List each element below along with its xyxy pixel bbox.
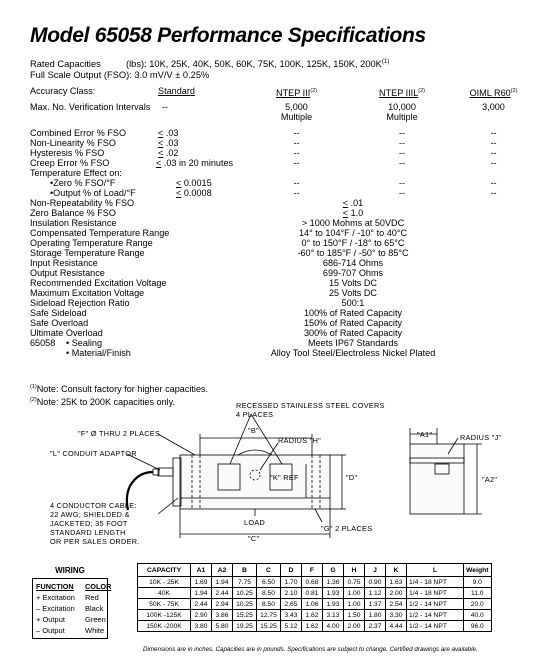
span-label: Insulation Resistance	[30, 218, 117, 228]
temp-output-standard	[176, 188, 212, 198]
dimensions-table	[137, 563, 492, 632]
wiring-row	[36, 614, 104, 625]
wiring-color: Red	[85, 593, 99, 602]
dimension-cell: 10.25	[233, 588, 257, 599]
temp-output-value: 0.0008	[181, 188, 212, 198]
header-weight: Weight	[464, 564, 492, 577]
le-symbol: <	[342, 198, 349, 208]
dimension-cell: 9.0	[464, 577, 492, 588]
dimension-cell: 2.65	[281, 599, 302, 610]
dimension-cell: 10.25	[233, 599, 257, 610]
span-label: Operating Temperature Range	[30, 238, 153, 248]
header-c: C	[257, 564, 281, 577]
spec-ntep3: --	[293, 148, 300, 158]
header-h: H	[344, 564, 365, 577]
dimensions-header-row	[138, 564, 492, 577]
accuracy-class-label: Accuracy Class:	[30, 86, 96, 96]
footnote-1	[30, 382, 208, 395]
ntep3-value: 5,000	[285, 102, 308, 112]
oiml-text: OIML R60	[469, 88, 511, 99]
load-cell-body	[180, 455, 330, 509]
span-row	[30, 258, 540, 268]
dimension-cell: 4.44	[386, 621, 407, 632]
header-capacity: CAPACITY	[138, 564, 191, 577]
dimension-cell: 1.94	[212, 577, 233, 588]
span-label: Output Resistance	[30, 268, 105, 278]
temp-zero-label: •Zero % FSO/°F	[50, 178, 116, 188]
header-a2: A2	[212, 564, 233, 577]
dimension-cell: 96.0	[464, 621, 492, 632]
rated-capacities	[30, 59, 389, 69]
span-value: 14° to 104°F / -10° to 40°C	[298, 228, 408, 238]
g-places-label: "G" 2 PLACES	[321, 524, 373, 533]
spec-ntep3l: --	[398, 128, 406, 138]
temp-output-oiml: --	[490, 188, 497, 198]
d-label: "D"	[346, 473, 358, 482]
dimension-cell: 8.50	[257, 588, 281, 599]
oiml-mark: (2)	[510, 88, 518, 94]
span-label: Non-Repeatability % FSO	[30, 198, 135, 208]
dimension-cell: 1.80	[365, 610, 386, 621]
le-symbol: <	[176, 188, 182, 198]
span-label: Compensated Temperature Range	[30, 228, 170, 238]
span-label: Recommended Excitation Voltage	[30, 278, 167, 288]
le-symbol: <	[342, 208, 349, 218]
max-intervals-ntep3l	[372, 102, 432, 122]
dimension-cell: 0.90	[365, 577, 386, 588]
page-title: Model 65058 Performance Specifications	[30, 24, 426, 47]
temp-output-label: •Output % of Load/°F	[50, 188, 136, 198]
wiring-color: Black	[85, 604, 104, 613]
dimension-cell: 1.94	[191, 588, 212, 599]
four-places-label: 4 PLACES	[236, 410, 274, 419]
spec-row	[30, 128, 540, 138]
fso-label: Full Scale Output	[30, 70, 102, 80]
dimension-cell: 40K	[138, 588, 191, 599]
dimension-cell: 1.70	[281, 577, 302, 588]
spec-row	[30, 158, 540, 168]
ntep3-sub: Multiple	[280, 112, 313, 122]
sealing-row	[30, 338, 540, 348]
c-label: "C"	[248, 534, 260, 543]
span-label: Zero Balance % FSO	[30, 208, 116, 218]
rated-capacities-unit: (lbs):	[126, 59, 147, 70]
note-mark: (1)	[381, 59, 390, 65]
fso-abbr: (FSO):	[103, 70, 132, 80]
temp-effect-label: Temperature Effect on:	[30, 168, 122, 178]
dimension-cell: 1/4 - 18 NPT	[407, 577, 464, 588]
span-row	[30, 228, 540, 238]
footnote-text: Note: Consult factory for higher capacities.	[36, 384, 209, 395]
dimensions-row	[138, 599, 492, 610]
temp-zero-standard	[176, 178, 212, 188]
le-symbol: <	[158, 128, 164, 138]
footnote-mark: (1)	[30, 384, 37, 390]
ntep3l-mark: (2)	[418, 88, 425, 94]
span-value: 25 Volts DC	[328, 288, 378, 298]
conduit-adaptor	[158, 468, 173, 476]
dimension-cell: 2.54	[386, 599, 407, 610]
temp-output-ntep3l: --	[398, 188, 406, 198]
dimensions-row	[138, 577, 492, 588]
span-value	[248, 208, 458, 218]
span-label: Storage Temperature Range	[30, 248, 145, 258]
wiring-header-row	[36, 581, 112, 592]
spec-standard-value: .02	[163, 148, 179, 158]
radius-h-label: RADIUS "H"	[278, 436, 322, 445]
dimension-cell: 1.63	[386, 577, 407, 588]
span-value: -60° to 185°F / -50° to 85°C	[297, 248, 409, 258]
spec-oiml: --	[490, 138, 497, 148]
dimension-cell: 19.25	[233, 621, 257, 632]
temp-zero-ntep3: --	[293, 178, 300, 188]
k-ref-label: "K" REF	[270, 473, 299, 482]
dimension-cell: 1.36	[323, 577, 344, 588]
spec-ntep3: --	[293, 138, 300, 148]
dimension-cell: 15.25	[257, 621, 281, 632]
dimension-cell: 20.0	[464, 599, 492, 610]
spec-oiml: --	[490, 158, 497, 168]
dimension-cell: 1.50	[344, 610, 365, 621]
dimension-cell: 2.00	[386, 588, 407, 599]
dimension-cell: 3.43	[281, 610, 302, 621]
dimension-cell: 12.75	[257, 610, 281, 621]
wiring-function: + Output	[36, 615, 65, 624]
max-intervals-ntep3	[268, 102, 325, 122]
cable-line-4: STANDARD LENGTH	[50, 528, 126, 537]
dimension-cell: 4.00	[323, 621, 344, 632]
span-value: 686-714 Ohms	[322, 258, 384, 268]
dimension-cell: 5.80	[212, 621, 233, 632]
spec-table	[30, 86, 540, 358]
full-scale-output	[30, 70, 209, 80]
spec-standard	[158, 148, 178, 158]
cable-line-2: 22 AWG; SHIELDED &	[50, 510, 130, 519]
ntep3l-sub: Multiple	[386, 112, 418, 122]
thru-label: "F" Ø THRU 2 PLACES	[78, 429, 161, 438]
dimension-cell: 0.75	[344, 577, 365, 588]
material-value: Alloy Tool Steel/Electroless Nickel Plated	[270, 348, 436, 358]
le-symbol: <	[176, 178, 182, 188]
dimension-cell: 8.50	[257, 599, 281, 610]
spec-standard-value: .03	[163, 128, 179, 138]
dimension-cell: 5.12	[281, 621, 302, 632]
dimension-cell: 15.25	[233, 610, 257, 621]
span-row	[30, 248, 540, 258]
spec-standard-value: .03	[163, 138, 179, 148]
span-label: Ultimate Overload	[30, 328, 103, 338]
radius-j-label: RADIUS "J"	[460, 433, 502, 442]
wiring-box	[32, 578, 112, 639]
rated-capacities-values: 10K, 25K, 40K, 50K, 60K, 75K, 100K, 125K, 150K, 200K	[149, 59, 382, 70]
rated-capacities-label: Rated Capacities	[30, 59, 101, 70]
wiring-legend	[32, 566, 112, 639]
span-row	[30, 238, 540, 248]
header-g: G	[323, 564, 344, 577]
cable-line-5: OR PER SALES ORDER.	[50, 537, 140, 546]
wiring-function: – Output	[36, 626, 65, 635]
span-row	[30, 278, 540, 288]
span-label: Input Resistance	[30, 258, 98, 268]
dimension-cell: 40.0	[464, 610, 492, 621]
span-label: Sideload Rejection Ratio	[30, 298, 130, 308]
span-value: > 1000 Mohms at 50VDC	[301, 218, 405, 228]
spec-row	[30, 148, 540, 158]
dimension-cell: 2.90	[191, 610, 212, 621]
span-value	[248, 198, 458, 208]
temp-zero-row	[30, 178, 540, 188]
dimension-cell: 1.93	[323, 599, 344, 610]
dimension-cell: 1.00	[344, 588, 365, 599]
span-row	[30, 318, 540, 328]
span-label: Safe Overload	[30, 318, 89, 328]
dimension-cell: 2.94	[212, 599, 233, 610]
dimension-cell: 2.10	[281, 588, 302, 599]
header-j: J	[365, 564, 386, 577]
b-label: "B"	[248, 426, 259, 435]
spec-ntep3l: --	[398, 148, 406, 158]
conduit-label: "L" CONDUIT ADAPTOR	[50, 449, 137, 458]
footnote-mark: (2)	[30, 397, 37, 404]
dimensions-row	[138, 588, 492, 599]
header-l: L	[407, 564, 464, 577]
span-value: 500:1	[341, 298, 365, 308]
span-row	[30, 298, 540, 308]
span-row	[30, 328, 540, 338]
span-row	[30, 218, 540, 228]
material-label: • Material/Finish	[66, 348, 131, 358]
dimension-cell: 7.75	[233, 577, 257, 588]
max-intervals-oiml: 3,000	[482, 102, 505, 112]
a1-label: "A1"	[417, 430, 433, 439]
span-value: 699-707 Ohms	[322, 268, 384, 278]
spec-ntep3: --	[293, 158, 300, 168]
dimension-cell: 1.62	[302, 610, 323, 621]
dimension-cell: 1.69	[191, 577, 212, 588]
dimension-cell: 100K -125K	[138, 610, 191, 621]
spec-standard	[158, 128, 178, 138]
dimension-cell: 150K -200K	[138, 621, 191, 632]
span-label: Safe Sideload	[30, 308, 87, 318]
dimension-cell: 10K - 25K	[138, 577, 191, 588]
wiring-function-header: FUNCTION	[36, 582, 74, 591]
accuracy-standard: Standard	[158, 86, 195, 96]
spec-label: Non-Linearity % FSO	[30, 138, 116, 148]
span-row	[30, 208, 540, 218]
span-value-text: 1.0	[348, 208, 364, 218]
dimension-cell: 1.12	[365, 588, 386, 599]
header-b: B	[233, 564, 257, 577]
spec-oiml: --	[490, 148, 497, 158]
dimension-cell: 3.86	[212, 610, 233, 621]
dimension-cell: 0.68	[302, 577, 323, 588]
span-value: 15 Volts DC	[328, 278, 378, 288]
temp-zero-value: 0.0015	[181, 178, 212, 188]
le-symbol: <	[158, 138, 164, 148]
dimension-cell: 3.13	[323, 610, 344, 621]
dimension-cell: 1.00	[344, 599, 365, 610]
dimensions-row	[138, 621, 492, 632]
temp-effect-row	[30, 168, 540, 178]
dimension-cell: 1.93	[323, 588, 344, 599]
dimension-cell: 1/2 - 14 NPT	[407, 621, 464, 632]
footnote-text: Note: 25K to 200K capacities only.	[36, 397, 176, 408]
le-symbol: <	[158, 148, 164, 158]
spec-oiml: --	[490, 128, 497, 138]
cable-line-3: JACKETED; 35 FOOT	[50, 519, 128, 528]
dimension-cell: 1/4 - 18 NPT	[407, 588, 464, 599]
dimension-cell: 1/2 - 14 NPT	[407, 599, 464, 610]
header-a1: A1	[191, 564, 212, 577]
spec-label: Hysteresis % FSO	[30, 148, 105, 158]
sealing-label: • Sealing	[66, 338, 103, 348]
span-label: Maximum Excitation Voltage	[30, 288, 145, 298]
dimensions-body	[138, 577, 492, 632]
temp-zero-ntep3l: --	[398, 178, 406, 188]
dimension-cell: 0.81	[302, 588, 323, 599]
load-cell-drawing	[30, 398, 540, 558]
a2-label: "A2"	[482, 475, 498, 484]
sealing-value: Meets IP67 Standards	[308, 338, 398, 348]
accuracy-header-row	[30, 86, 540, 99]
spec-ntep3: --	[293, 128, 300, 138]
model-number: 65058	[30, 338, 56, 348]
header-d: D	[281, 564, 302, 577]
spec-standard	[156, 158, 233, 168]
spec-label: Creep Error % FSO	[30, 158, 110, 168]
ntep3-text: NTEP III	[276, 88, 311, 99]
spec-ntep3l: --	[398, 138, 406, 148]
spec-row	[30, 138, 540, 148]
temp-output-row	[30, 188, 540, 198]
span-value: 300% of Rated Capacity	[303, 328, 403, 338]
wiring-row	[36, 592, 104, 603]
wiring-function: + Excitation	[36, 593, 75, 602]
dimension-cell: 2.00	[344, 621, 365, 632]
dimension-cell: 50K - 75K	[138, 599, 191, 610]
side-view-body	[410, 444, 464, 514]
wiring-row	[36, 603, 104, 614]
spec-standard-value: .03 in 20 minutes	[161, 158, 234, 168]
temp-output-ntep3: --	[293, 188, 300, 198]
wiring-color: Green	[85, 615, 106, 624]
header-k: K	[386, 564, 407, 577]
dimension-cell: 3.30	[386, 610, 407, 621]
spec-label: Combined Error % FSO	[30, 128, 127, 138]
ntep3-mark: (2)	[310, 88, 317, 94]
ntep3l-value: 10,000	[388, 102, 416, 112]
dimension-cell: 1.37	[365, 599, 386, 610]
max-intervals-standard: --	[162, 102, 169, 112]
dimension-cell: 11.0	[464, 588, 492, 599]
cable-line-1: 4 CONDUCTOR CABLE:	[50, 501, 137, 510]
material-row	[30, 348, 540, 358]
span-row	[30, 198, 540, 208]
ntep3l-text: NTEP IIIL	[379, 88, 419, 99]
wiring-color-header: COLOR	[85, 582, 112, 591]
max-intervals-row	[30, 102, 540, 122]
dimensions-footnote: Dimensions are in inches. Capacities are in pounds. Specifications are subject to change. Certified drawings are available.	[143, 646, 478, 653]
saddle-radius	[238, 450, 272, 455]
wiring-color: White	[85, 626, 105, 635]
span-row	[30, 288, 540, 298]
dimensions-row	[138, 610, 492, 621]
dimension-cell: 6.50	[257, 577, 281, 588]
header-f: F	[302, 564, 323, 577]
spec-ntep3l: --	[398, 158, 406, 168]
temp-zero-oiml: --	[490, 178, 497, 188]
wiring-title: WIRING	[55, 566, 85, 575]
dimension-cell: 1.06	[302, 599, 323, 610]
span-row	[30, 308, 540, 318]
max-intervals-label: Max. No. Verification Intervals	[30, 102, 151, 112]
dimension-cell: 3.80	[191, 621, 212, 632]
le-symbol: <	[156, 158, 162, 168]
span-value: 150% of Rated Capacity	[303, 318, 403, 328]
span-row	[30, 268, 540, 278]
span-value: 0° to 150°F / -18° to 65°C	[301, 238, 405, 248]
wiring-row	[36, 625, 104, 636]
span-value-text: .01	[348, 198, 364, 208]
dimension-cell: 2.44	[212, 588, 233, 599]
spec-standard	[158, 138, 178, 148]
covers-label: RECESSED STAINLESS STEEL COVERS	[236, 401, 385, 410]
dimension-cell: 1.62	[302, 621, 323, 632]
span-value: 100% of Rated Capacity	[303, 308, 403, 318]
fso-value: 3.0 mV/V ± 0.25%	[134, 70, 210, 80]
dimension-cell: 2.37	[365, 621, 386, 632]
wiring-function: – Excitation	[36, 604, 75, 613]
dimension-cell: 1/2 - 14 NPT	[407, 610, 464, 621]
load-label: LOAD	[244, 518, 266, 527]
dimension-cell: 2.44	[191, 599, 212, 610]
